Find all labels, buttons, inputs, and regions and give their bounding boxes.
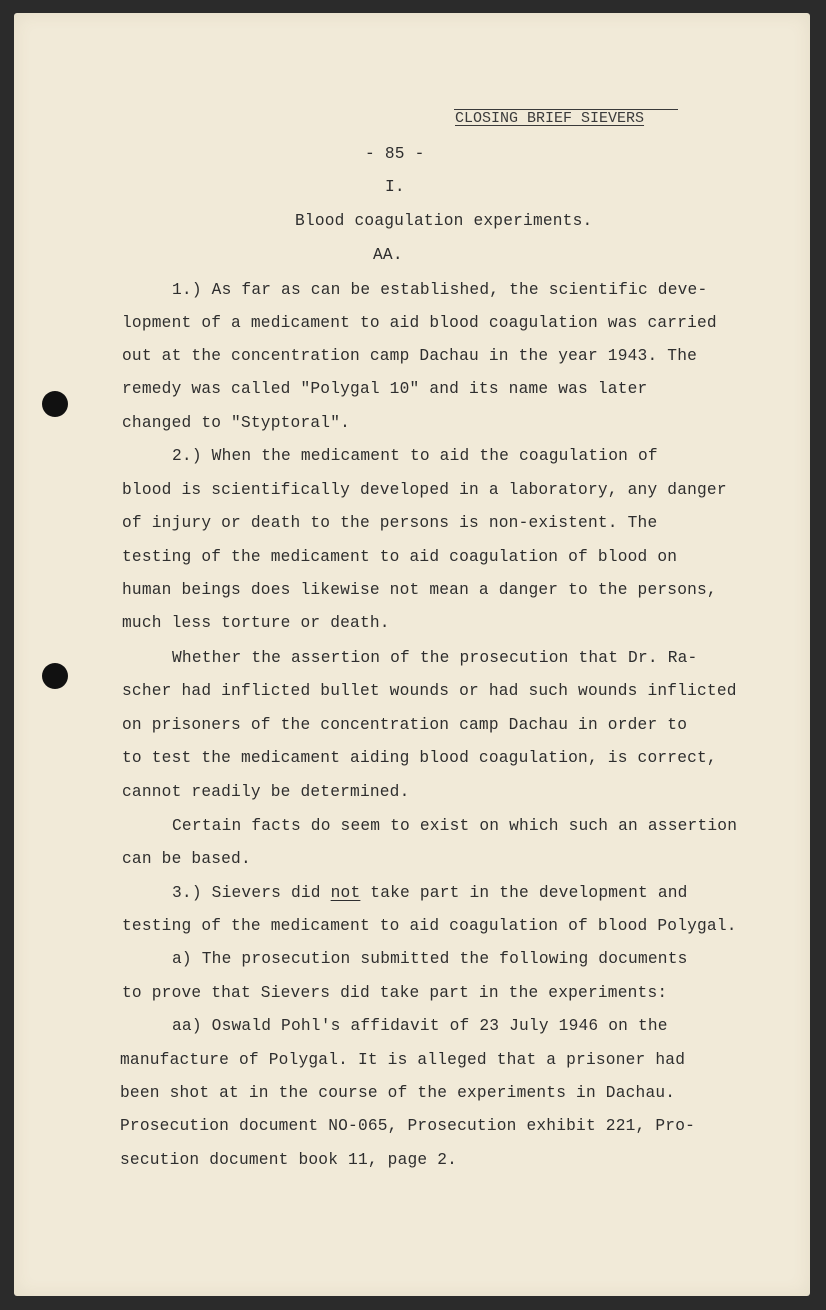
text-line: 1.) As far as can be established, the scientific deve- bbox=[172, 281, 708, 299]
text-line: blood is scientifically developed in a laboratory, any danger bbox=[122, 481, 727, 499]
text-line: Certain facts do seem to exist on which such an assertion bbox=[172, 817, 738, 835]
document-page bbox=[14, 13, 810, 1296]
page-number: - 85 - bbox=[365, 145, 425, 163]
text-line: can be based. bbox=[122, 850, 251, 868]
punch-hole bbox=[42, 391, 68, 417]
text-line: Prosecution document NO-065, Prosecution exhibit 221, Pro- bbox=[120, 1117, 696, 1135]
text-line: cannot readily be determined. bbox=[122, 783, 410, 801]
text-line: lopment of a medicament to aid blood coagulation was carried bbox=[122, 314, 717, 332]
document-title: CLOSING BRIEF SIEVERS bbox=[455, 110, 645, 127]
text-line: human beings does likewise not mean a danger to the persons, bbox=[122, 581, 717, 599]
text-line: to prove that Sievers did take part in the experiments: bbox=[122, 984, 668, 1002]
section-heading: Blood coagulation experiments. bbox=[295, 212, 593, 230]
section-number: I. bbox=[385, 178, 405, 196]
emphasis-underline: not bbox=[330, 884, 361, 902]
text-line: on prisoners of the concentration camp Dachau in order to bbox=[122, 716, 688, 734]
text-line: much less torture or death. bbox=[122, 614, 390, 632]
text-line: 2.) When the medicament to aid the coagulation of bbox=[172, 447, 658, 465]
text-line: Whether the assertion of the prosecution that Dr. Ra- bbox=[172, 649, 698, 667]
text-line: aa) Oswald Pohl's affidavit of 23 July 1946 on the bbox=[172, 1017, 668, 1035]
punch-hole bbox=[42, 663, 68, 689]
text-line: testing of the medicament to aid coagulation of blood on bbox=[122, 548, 678, 566]
text-line: to test the medicament aiding blood coagulation, is correct, bbox=[122, 749, 717, 767]
text-line: of injury or death to the persons is non-existent. The bbox=[122, 514, 658, 532]
text-run: take part in the development and bbox=[360, 884, 688, 902]
text-line: changed to "Styptoral". bbox=[122, 414, 351, 432]
text-line: testing of the medicament to aid coagulation of blood Polygal. bbox=[122, 917, 737, 935]
subsection-label: AA. bbox=[373, 246, 403, 264]
text-line: remedy was called "Polygal 10" and its name was later bbox=[122, 380, 648, 398]
text-line: a) The prosecution submitted the following documents bbox=[172, 950, 688, 968]
text-run: 3.) Sievers did bbox=[172, 884, 331, 902]
text-line: manufacture of Polygal. It is alleged that a prisoner had bbox=[120, 1051, 686, 1069]
text-line bbox=[172, 883, 688, 903]
text-line: scher had inflicted bullet wounds or had such wounds inflicted bbox=[122, 682, 737, 700]
text-line: secution document book 11, page 2. bbox=[120, 1151, 458, 1169]
text-line: out at the concentration camp Dachau in the year 1943. The bbox=[122, 347, 698, 365]
text-line: been shot at in the course of the experiments in Dachau. bbox=[120, 1084, 676, 1102]
